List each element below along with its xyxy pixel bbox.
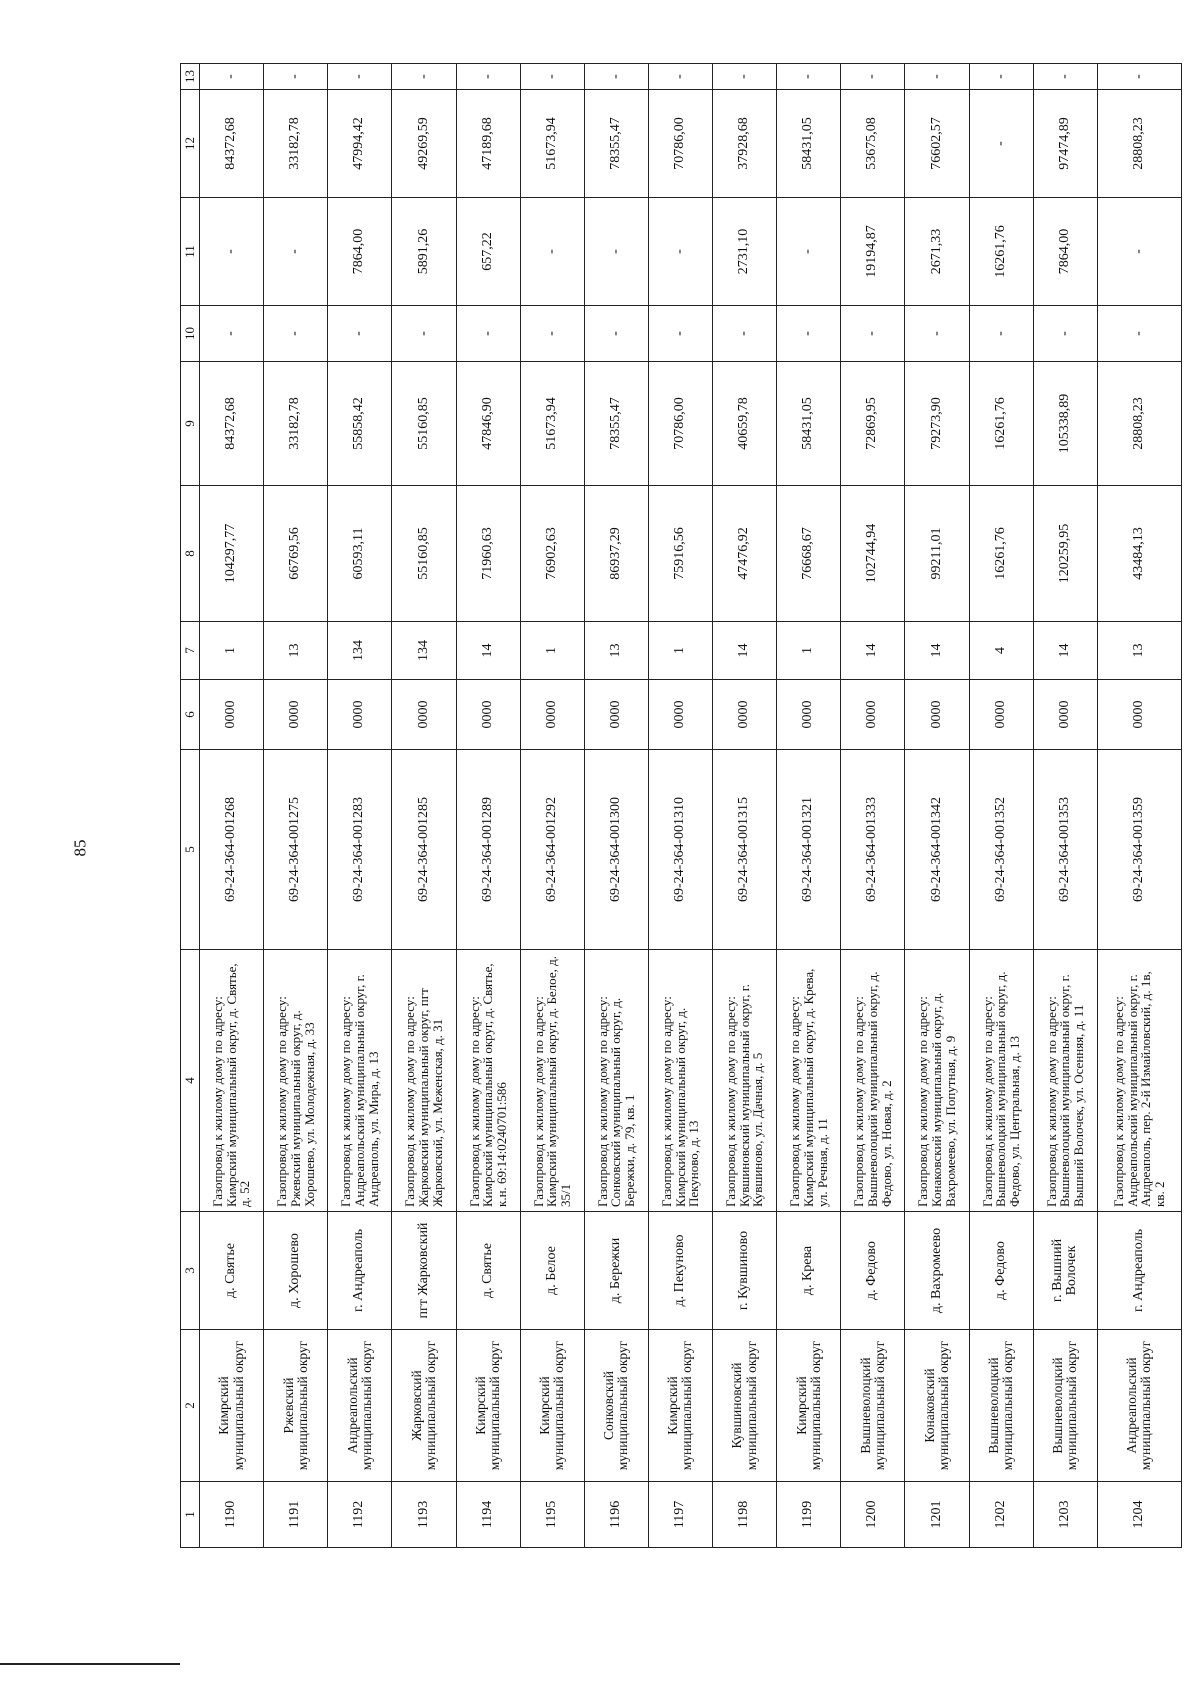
col10-cell: -	[264, 306, 328, 362]
table-row	[648, 64, 712, 1548]
col13-cell: -	[777, 64, 841, 90]
col10-cell: -	[1097, 306, 1181, 362]
col8-cell: 43484,13	[1097, 486, 1181, 622]
col7-cell: 14	[1033, 622, 1097, 680]
table-row	[392, 64, 456, 1548]
table-body	[181, 64, 1182, 1548]
object-description-cell: Газопровод к жилому дому по адресу: Ржевский муниципальный округ, д. Хорошево, ул. Молодежная, д. 33	[264, 950, 328, 1212]
col12-cell: 97474,89	[1033, 90, 1097, 198]
column-number-3: 3	[181, 1212, 200, 1330]
col12-cell: 70786,00	[648, 90, 712, 198]
column-number-1: 1	[181, 1482, 200, 1548]
column-number-11: 11	[181, 198, 200, 306]
col6-cell: 0000	[392, 680, 456, 750]
locality-cell: д. Белое	[520, 1212, 584, 1330]
col13-cell: -	[905, 64, 969, 90]
object-code-cell: 69-24-364-001342	[905, 750, 969, 950]
table-row	[905, 64, 969, 1548]
col7-cell: 134	[392, 622, 456, 680]
district-cell: Вышневолоцкий муниципальный округ	[841, 1330, 905, 1482]
col6-cell: 0000	[456, 680, 520, 750]
rotated-table-container	[180, 64, 1182, 1548]
col10-cell: -	[1033, 306, 1097, 362]
district-cell: Кувшиновский муниципальный округ	[713, 1330, 777, 1482]
col9-cell: 58431,05	[777, 362, 841, 486]
col6-cell: 0000	[328, 680, 392, 750]
district-cell: Вышневолоцкий муниципальный округ	[969, 1330, 1033, 1482]
row-number: 1204	[1097, 1482, 1181, 1548]
col8-cell: 16261,76	[969, 486, 1033, 622]
col7-cell: 14	[713, 622, 777, 680]
col13-cell: -	[969, 64, 1033, 90]
object-code-cell: 69-24-364-001333	[841, 750, 905, 950]
column-number-10: 10	[181, 306, 200, 362]
col9-cell: 33182,78	[264, 362, 328, 486]
district-cell: Вышневолоцкий муниципальный округ	[1033, 1330, 1097, 1482]
col9-cell: 70786,00	[648, 362, 712, 486]
col7-cell: 13	[1097, 622, 1181, 680]
col13-cell: -	[264, 64, 328, 90]
district-cell: Андреапольский муниципальный округ	[1097, 1330, 1181, 1482]
object-description-cell: Газопровод к жилому дому по адресу: Андреапольский муниципальный округ, г. Андреаполь, пер. 2-й Измайловский, д. 1в, кв. 2	[1097, 950, 1181, 1212]
col6-cell: 0000	[584, 680, 648, 750]
row-number: 1198	[713, 1482, 777, 1548]
col8-cell: 55160,85	[392, 486, 456, 622]
row-number: 1202	[969, 1482, 1033, 1548]
col7-cell: 14	[841, 622, 905, 680]
col10-cell: -	[905, 306, 969, 362]
col10-cell: -	[648, 306, 712, 362]
object-code-cell: 69-24-364-001321	[777, 750, 841, 950]
column-number-7: 7	[181, 622, 200, 680]
row-number: 1197	[648, 1482, 712, 1548]
row-number: 1190	[200, 1482, 264, 1548]
object-description-cell: Газопровод к жилому дому по адресу: Конаковский муниципальный округ, д. Вахромеево, ул. Попутная, д. 9	[905, 950, 969, 1212]
col11-cell: 2731,10	[713, 198, 777, 306]
col9-cell: 47846,90	[456, 362, 520, 486]
district-cell: Кимрский муниципальный округ	[648, 1330, 712, 1482]
object-code-cell: 69-24-364-001283	[328, 750, 392, 950]
col11-cell: 7864,00	[1033, 198, 1097, 306]
col11-cell: 657,22	[456, 198, 520, 306]
locality-cell: д. Пекуново	[648, 1212, 712, 1330]
table-row	[328, 64, 392, 1548]
locality-cell: д. Федово	[969, 1212, 1033, 1330]
col11-cell: 16261,76	[969, 198, 1033, 306]
row-number: 1200	[841, 1482, 905, 1548]
col10-cell: -	[328, 306, 392, 362]
col6-cell: 0000	[264, 680, 328, 750]
row-number: 1191	[264, 1482, 328, 1548]
col12-cell: 37928,68	[713, 90, 777, 198]
table-row	[713, 64, 777, 1548]
object-description-cell: Газопровод к жилому дому по адресу: Вышневолоцкий муниципальный округ, д. Федово, ул. Центральная, д. 13	[969, 950, 1033, 1212]
table-row	[520, 64, 584, 1548]
col6-cell: 0000	[1033, 680, 1097, 750]
locality-cell: пгт Жарковский	[392, 1212, 456, 1330]
col11-cell: 19194,87	[841, 198, 905, 306]
col12-cell: 51673,94	[520, 90, 584, 198]
district-cell: Кимрский муниципальный округ	[456, 1330, 520, 1482]
object-code-cell: 69-24-364-001285	[392, 750, 456, 950]
col11-cell: -	[777, 198, 841, 306]
col9-cell: 105338,89	[1033, 362, 1097, 486]
col12-cell: 78355,47	[584, 90, 648, 198]
col7-cell: 13	[264, 622, 328, 680]
col12-cell: 49269,59	[392, 90, 456, 198]
col11-cell: 5891,26	[392, 198, 456, 306]
district-cell: Ржевский муниципальный округ	[264, 1330, 328, 1482]
row-number: 1193	[392, 1482, 456, 1548]
col13-cell: -	[328, 64, 392, 90]
col9-cell: 55858,42	[328, 362, 392, 486]
table-row	[264, 64, 328, 1548]
district-cell: Андреапольский муниципальный округ	[328, 1330, 392, 1482]
col6-cell: 0000	[648, 680, 712, 750]
col8-cell: 104297,77	[200, 486, 264, 622]
col7-cell: 14	[456, 622, 520, 680]
district-cell: Кимрский муниципальный округ	[520, 1330, 584, 1482]
object-description-cell: Газопровод к жилому дому по адресу: Кимрский муниципальный округ, д. Святье, к.н. 69:14:0240701:586	[456, 950, 520, 1212]
col12-cell: 28808,23	[1097, 90, 1181, 198]
col7-cell: 134	[328, 622, 392, 680]
col13-cell: -	[584, 64, 648, 90]
object-description-cell: Газопровод к жилому дому по адресу: Кимрский муниципальный округ, д. Белое, д. 35/1	[520, 950, 584, 1212]
row-number: 1199	[777, 1482, 841, 1548]
col7-cell: 4	[969, 622, 1033, 680]
locality-cell: д. Федово	[841, 1212, 905, 1330]
col13-cell: -	[392, 64, 456, 90]
object-description-cell: Газопровод к жилому дому по адресу: Андреапольский муниципальный округ, г. Андреаполь, ул. Мира, д. 13	[328, 950, 392, 1212]
col9-cell: 40659,78	[713, 362, 777, 486]
col7-cell: 1	[200, 622, 264, 680]
column-number-6: 6	[181, 680, 200, 750]
col12-cell: 33182,78	[264, 90, 328, 198]
district-cell: Кимрский муниципальный округ	[777, 1330, 841, 1482]
district-cell: Конаковский муниципальный округ	[905, 1330, 969, 1482]
col10-cell: -	[200, 306, 264, 362]
col10-cell: -	[969, 306, 1033, 362]
col11-cell: 7864,00	[328, 198, 392, 306]
col8-cell: 102744,94	[841, 486, 905, 622]
col8-cell: 99211,01	[905, 486, 969, 622]
object-description-cell: Газопровод к жилому дому по адресу: Кимрский муниципальный округ, д. Пекуново, д. 13	[648, 950, 712, 1212]
col6-cell: 0000	[841, 680, 905, 750]
row-number: 1203	[1033, 1482, 1097, 1548]
col13-cell: -	[841, 64, 905, 90]
col9-cell: 79273,90	[905, 362, 969, 486]
locality-cell: д. Крева	[777, 1212, 841, 1330]
locality-cell: д. Хорошево	[264, 1212, 328, 1330]
col8-cell: 76668,67	[777, 486, 841, 622]
col8-cell: 60593,11	[328, 486, 392, 622]
locality-cell: д. Вахромеево	[905, 1212, 969, 1330]
object-code-cell: 69-24-364-001289	[456, 750, 520, 950]
col9-cell: 84372,68	[200, 362, 264, 486]
col6-cell: 0000	[200, 680, 264, 750]
col12-cell: 47189,68	[456, 90, 520, 198]
col13-cell: -	[200, 64, 264, 90]
column-number-8: 8	[181, 486, 200, 622]
col12-cell: 84372,68	[200, 90, 264, 198]
object-code-cell: 69-24-364-001275	[264, 750, 328, 950]
col11-cell: -	[584, 198, 648, 306]
row-number: 1192	[328, 1482, 392, 1548]
col6-cell: 0000	[777, 680, 841, 750]
table-row	[1097, 64, 1181, 1548]
col12-cell: 76602,57	[905, 90, 969, 198]
page-number: 85	[70, 839, 90, 857]
col9-cell: 28808,23	[1097, 362, 1181, 486]
col12-cell: 47994,42	[328, 90, 392, 198]
object-description-cell: Газопровод к жилому дому по адресу: Вышневолоцкий муниципальный округ, г. Вышний Волочек, ул. Осенняя, д. 11	[1033, 950, 1097, 1212]
table-row	[1033, 64, 1097, 1548]
object-description-cell: Газопровод к жилому дому по адресу: Кимрский муниципальный округ, д. Крева, ул. Речная, д. 11	[777, 950, 841, 1212]
table-row	[969, 64, 1033, 1548]
object-code-cell: 69-24-364-001310	[648, 750, 712, 950]
locality-cell: д. Бережки	[584, 1212, 648, 1330]
locality-cell: д. Святье	[200, 1212, 264, 1330]
col8-cell: 47476,92	[713, 486, 777, 622]
col7-cell: 13	[584, 622, 648, 680]
locality-cell: г. Андреаполь	[328, 1212, 392, 1330]
object-code-cell: 69-24-364-001315	[713, 750, 777, 950]
row-number: 1196	[584, 1482, 648, 1548]
district-cell: Сонковский муниципальный округ	[584, 1330, 648, 1482]
column-number-2: 2	[181, 1330, 200, 1482]
object-description-cell: Газопровод к жилому дому по адресу: Сонковский муниципальный округ, д. Бережки, д. 79, кв. 1	[584, 950, 648, 1212]
col13-cell: -	[1097, 64, 1181, 90]
col10-cell: -	[713, 306, 777, 362]
object-code-cell: 69-24-364-001352	[969, 750, 1033, 950]
col11-cell: -	[520, 198, 584, 306]
col7-cell: 1	[777, 622, 841, 680]
object-description-cell: Газопровод к жилому дому по адресу: Жарковский муниципальный округ, пгт Жарковский, ул. Меженская, д. 31	[392, 950, 456, 1212]
col10-cell: -	[841, 306, 905, 362]
column-number-4: 4	[181, 950, 200, 1212]
object-code-cell: 69-24-364-001353	[1033, 750, 1097, 950]
col9-cell: 16261,76	[969, 362, 1033, 486]
object-code-cell: 69-24-364-001300	[584, 750, 648, 950]
table-row	[584, 64, 648, 1548]
col12-cell: 53675,08	[841, 90, 905, 198]
col13-cell: -	[713, 64, 777, 90]
object-code-cell: 69-24-364-001359	[1097, 750, 1181, 950]
col11-cell: -	[1097, 198, 1181, 306]
object-code-cell: 69-24-364-001268	[200, 750, 264, 950]
col6-cell: 0000	[969, 680, 1033, 750]
table-row	[777, 64, 841, 1548]
column-number-header	[181, 64, 200, 1548]
district-cell: Кимрский муниципальный округ	[200, 1330, 264, 1482]
col9-cell: 51673,94	[520, 362, 584, 486]
locality-cell: г. Вышний Волочек	[1033, 1212, 1097, 1330]
col8-cell: 86937,29	[584, 486, 648, 622]
col8-cell: 71960,63	[456, 486, 520, 622]
col13-cell: -	[456, 64, 520, 90]
object-description-cell: Газопровод к жилому дому по адресу: Вышневолоцкий муниципальный округ, д. Федово, ул. Новая, д. 2	[841, 950, 905, 1212]
col10-cell: -	[520, 306, 584, 362]
column-number-13: 13	[181, 64, 200, 90]
object-description-cell: Газопровод к жилому дому по адресу: Кувшиновский муниципальный округ, г. Кувшиново, ул. Дачная, д. 5	[713, 950, 777, 1212]
object-description-cell: Газопровод к жилому дому по адресу: Кимрский муниципальный округ, д. Святье, д. 52	[200, 950, 264, 1212]
col13-cell: -	[1033, 64, 1097, 90]
col11-cell: -	[200, 198, 264, 306]
col13-cell: -	[520, 64, 584, 90]
row-number: 1195	[520, 1482, 584, 1548]
col8-cell: 120259,95	[1033, 486, 1097, 622]
col11-cell: 2671,33	[905, 198, 969, 306]
locality-cell: г. Кувшиново	[713, 1212, 777, 1330]
table-row	[841, 64, 905, 1548]
col10-cell: -	[392, 306, 456, 362]
col8-cell: 66769,56	[264, 486, 328, 622]
locality-cell: г. Андреаполь	[1097, 1212, 1181, 1330]
table-row	[456, 64, 520, 1548]
col12-cell: -	[969, 90, 1033, 198]
district-cell: Жарковский муниципальный округ	[392, 1330, 456, 1482]
footer-rule	[0, 1663, 180, 1665]
row-number: 1194	[456, 1482, 520, 1548]
col10-cell: -	[584, 306, 648, 362]
col7-cell: 14	[905, 622, 969, 680]
row-number: 1201	[905, 1482, 969, 1548]
col10-cell: -	[456, 306, 520, 362]
col10-cell: -	[777, 306, 841, 362]
col9-cell: 78355,47	[584, 362, 648, 486]
col6-cell: 0000	[713, 680, 777, 750]
col8-cell: 75916,56	[648, 486, 712, 622]
col9-cell: 55160,85	[392, 362, 456, 486]
locality-cell: д. Святье	[456, 1212, 520, 1330]
column-number-12: 12	[181, 90, 200, 198]
col7-cell: 1	[648, 622, 712, 680]
col13-cell: -	[648, 64, 712, 90]
col9-cell: 72869,95	[841, 362, 905, 486]
col7-cell: 1	[520, 622, 584, 680]
table-row	[200, 64, 264, 1548]
col6-cell: 0000	[905, 680, 969, 750]
col8-cell: 76902,63	[520, 486, 584, 622]
col6-cell: 0000	[1097, 680, 1181, 750]
register-table	[180, 63, 1182, 1548]
column-number-5: 5	[181, 750, 200, 950]
column-number-9: 9	[181, 362, 200, 486]
object-code-cell: 69-24-364-001292	[520, 750, 584, 950]
col12-cell: 58431,05	[777, 90, 841, 198]
col6-cell: 0000	[520, 680, 584, 750]
col11-cell: -	[264, 198, 328, 306]
col11-cell: -	[648, 198, 712, 306]
